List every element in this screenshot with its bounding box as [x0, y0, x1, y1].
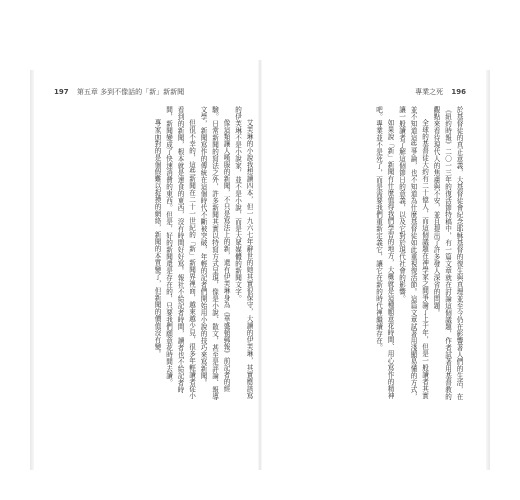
left-page-number: 197	[54, 88, 69, 96]
right-page-header	[415, 87, 466, 97]
book-gutter	[258, 60, 262, 470]
left-paragraph: 但很不幸的，這些新聞在二十一世紀的「新」新聞界裡面，越來越少見，很多年輕讀者從小看到的新聞，根本就是速食的東西，沒有時間好好寫。報社不給記者時間，讀者也不給記者時間，新聞變成了快速消費的東西。但是，好的新聞還是存在的，只要我們願意花時間去讀。	[164, 106, 196, 400]
left-paragraph: 專家面對的是個假難以捉摸的網絡，新聞的本質變了，但新聞的價值沒有變。	[153, 119, 161, 358]
left-running-head: 第五章 多到不像話的「新」新新聞	[76, 88, 185, 96]
right-paragraph: 於基督徒的真正意義，大基督徒會紀念耶穌基督的復生與真理並至今仍在影響著人們的生活，在《紐約時報》二〇一三年的復活節特稿中，有一篇文章就在討論這個議題，作者試著用基督教的觀點來看待現代人的焦慮與不安，並且提出了許多發人深省的問題。	[432, 106, 463, 400]
right-paragraph: 如果說「新」新聞有什麼值得我們學習的地方，大概就是這種願意花時間、用心寫作的精神吧。專業並不是死了，而是需要我們重新定義它，讓它在新的時代裡繼續存在。	[374, 106, 394, 400]
right-running-head: 專業之死	[415, 88, 444, 96]
right-page-edge	[486, 70, 490, 470]
right-page-number: 196	[451, 88, 466, 96]
left-page-header	[54, 87, 184, 97]
right-paragraph: 全球的基督徒大約有二十億人，而這個議題在神學家之間爭論了上千年，但是一般讀者其實並不知道這些爭論，也不知道為什麼基督徒如此重視復活節。這篇文章試著用淺顯易懂的方式，讓一般讀者了解這個節日的意義，以及它對於現代社會的影響。	[397, 106, 429, 400]
left-page-body	[54, 106, 254, 406]
left-paragraph: 艾芙琳的小說我想讀四本，但一九六七年辭世的她其實很保守，大讀的伊芙琳，其實應該寫的伊芙琳不是小說家，並不是小說，而是大眾媒體的新聞文字。	[233, 106, 253, 400]
left-paragraph: 像這類讓人嘆服的新聞，不只是寫法上的新，還有伊芙琳身為《華盛頓郵報》前記者的經驗。日常新聞的寫法之外，許多新聞其實以特寫方式呈現，像是小說、散文，甚至是評論、報導文學，新聞寫作的傳統在這個時代不斷被突破，年輕的記者們開始用小說的技巧來寫新聞。	[199, 106, 230, 400]
right-page-body	[264, 106, 464, 406]
left-page-edge	[30, 70, 34, 470]
